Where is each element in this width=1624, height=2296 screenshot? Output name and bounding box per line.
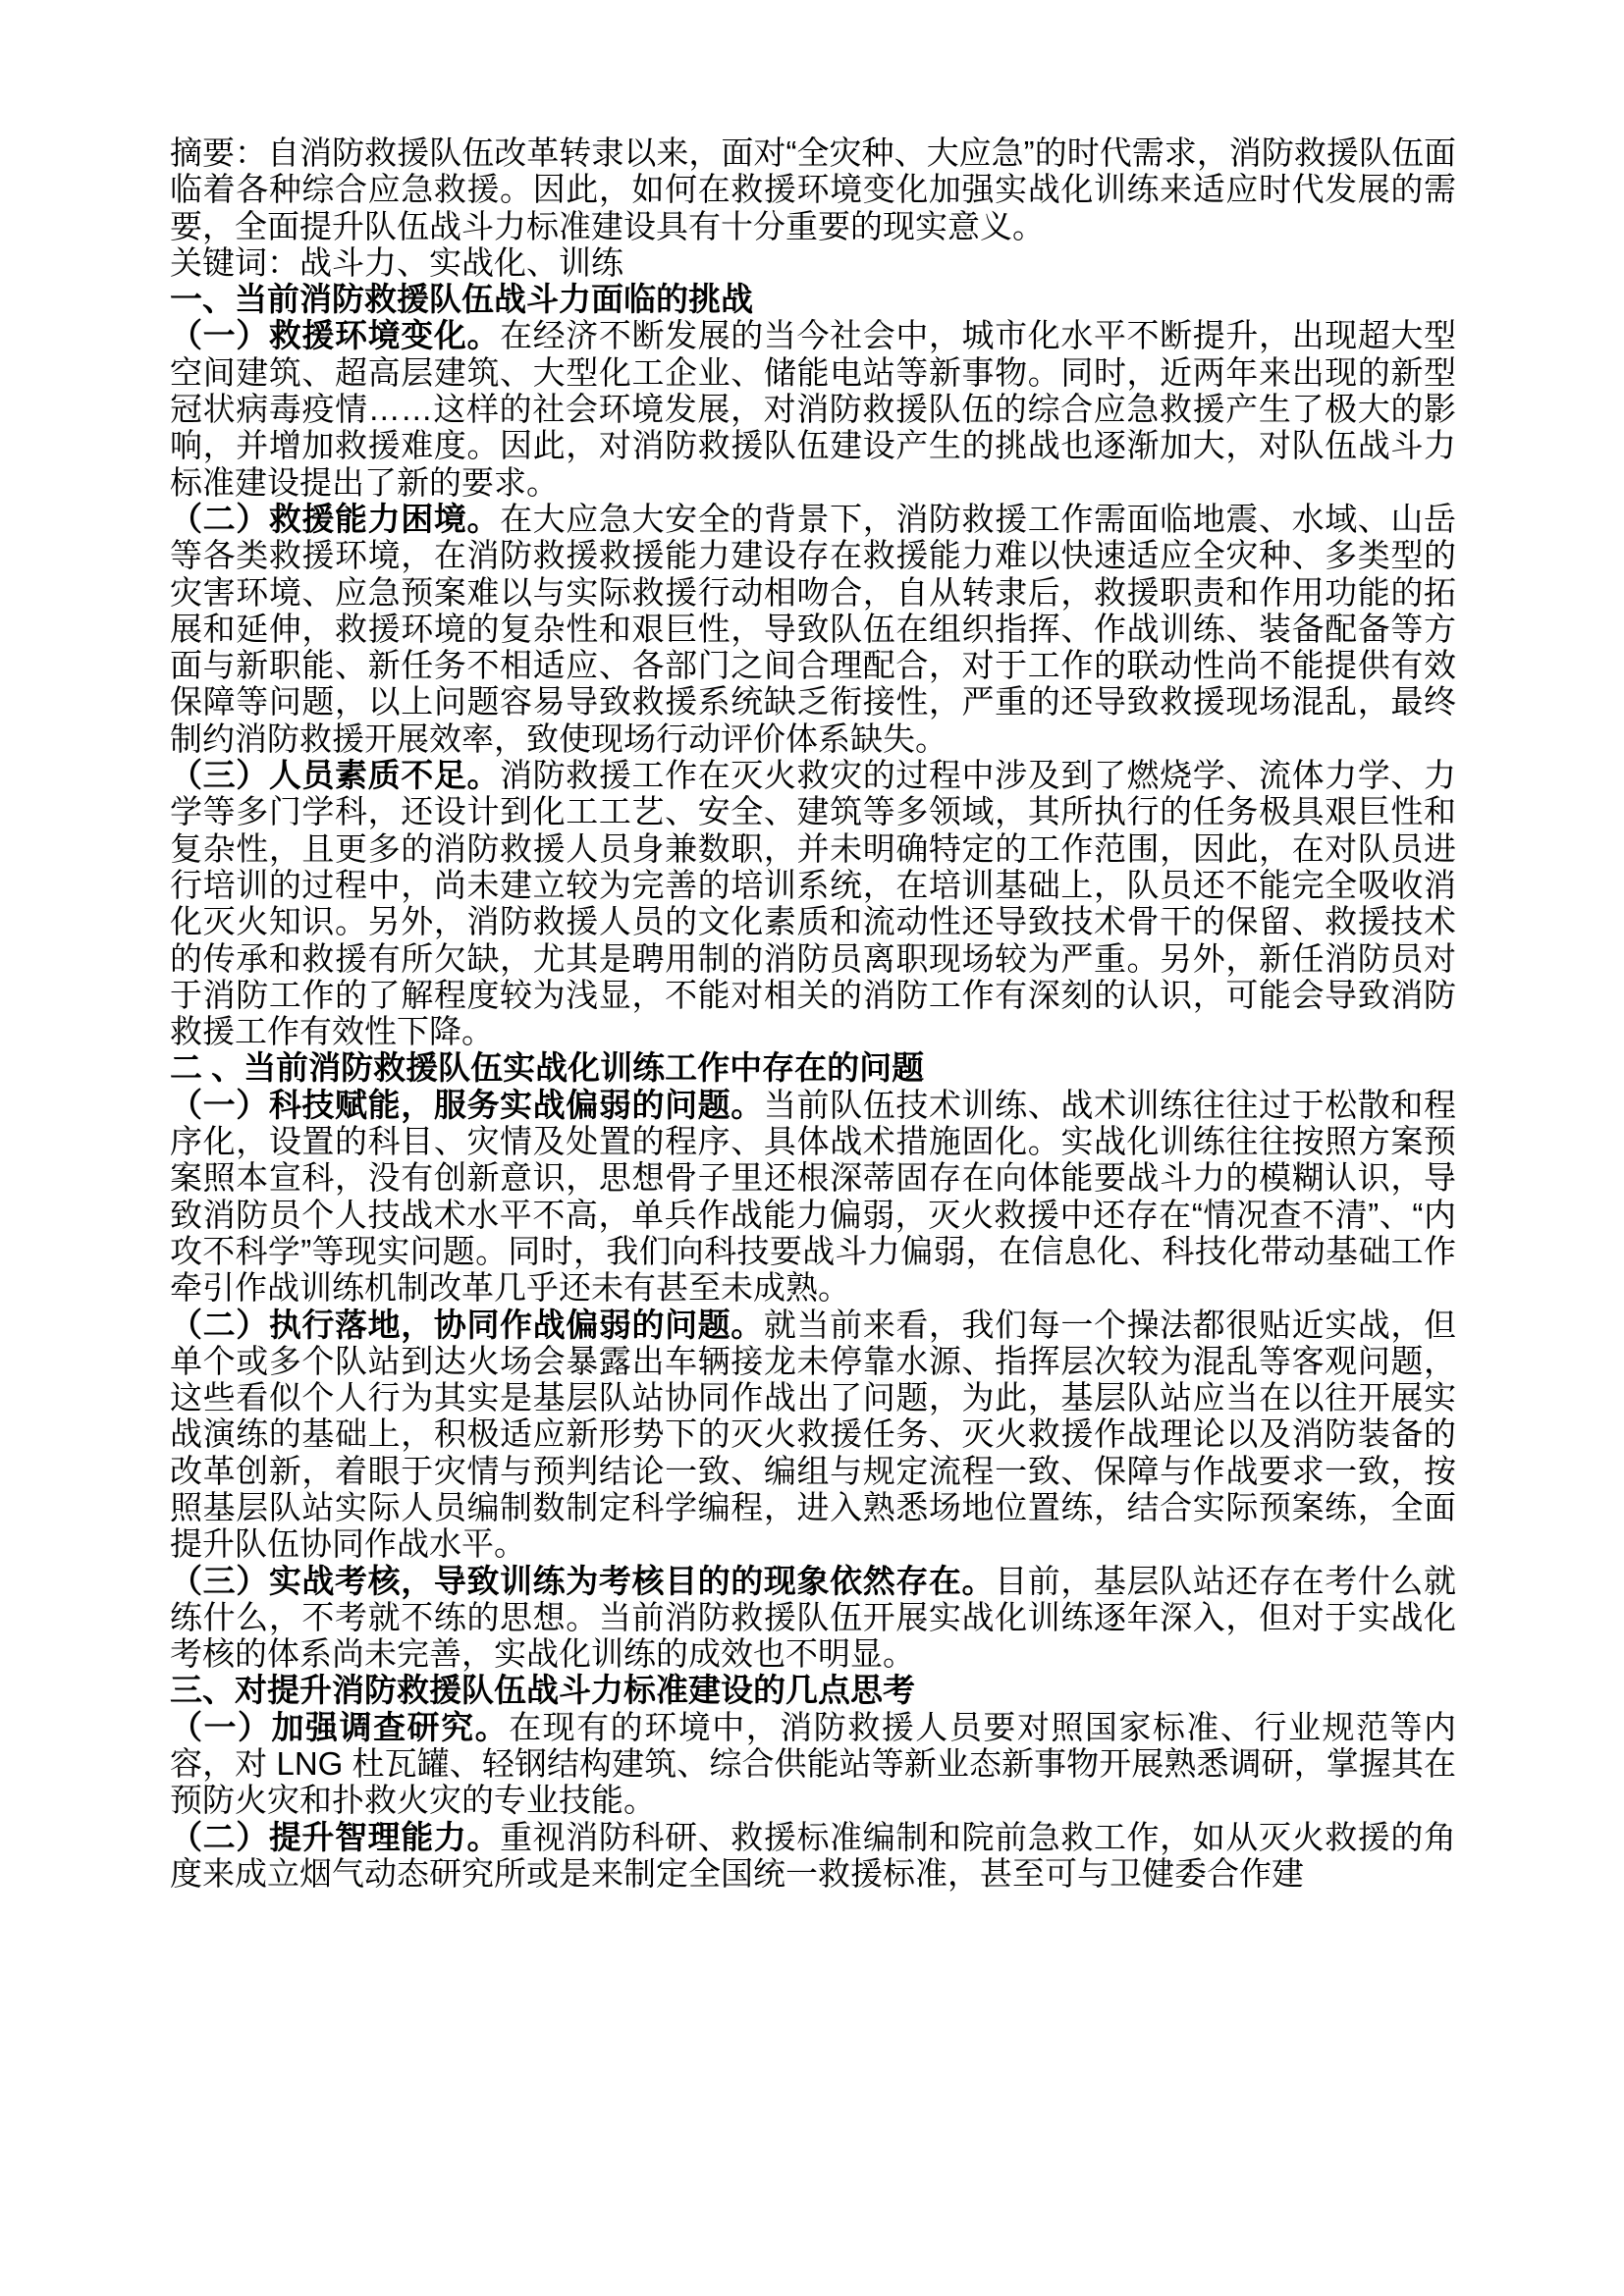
paragraph-lead: （一）救援环境变化。 [170, 317, 501, 354]
paragraph-lead: 二 、当前消防救援队伍实战化训练工作中存在的问题 [170, 1049, 925, 1087]
document-body [170, 134, 1456, 1892]
paragraph [170, 1563, 1456, 1673]
paragraph [170, 1087, 1456, 1307]
paragraph-lead: 三、对提升消防救援队伍战斗力标准建设的几点思考 [170, 1672, 915, 1709]
paragraph-text: 在大应急大安全的背景下，消防救援工作需面临地震、水域、山岳等各类救援环境，在消防救援救援能力建设存在救援能力难以快速适应全灾种、多类型的灾害环境、应急预案难以与实际救援行动相吻合，自从转隶后，救援职责和作用功能的拓展和延伸，救援环境的复杂性和艰巨性，导致队伍在组织指挥、作战训练、装备配备等方面与新职能、新任务不相适应、各部门之间合理配合，对于工作的联动性尚不能提供有效保障等问题，以上问题容易导致救援系统缺乏衔接性，严重的还导致救援现场混乱，最终制约消防救援开展效率，致使现场行动评价体系缺失。 [170, 500, 1457, 757]
paragraph-text: 关键词：战斗力、实战化、训练 [170, 243, 623, 281]
paragraph-text: 消防救援工作在灭火救灾的过程中涉及到了燃烧学、流体力学、力学等多门学科，还设计到化工工艺、安全、建筑等多领域，其所执行的任务极具艰巨性和复杂性，且更多的消防救援人员身兼数职，并未明确特定的工作范围，因此，在对队员进行培训的过程中，尚未建立较为完善的培训系统，在培训基础上，队员还不能完全吸收消化灭火知识。另外，消防救援人员的文化素质和流动性还导致技术骨干的保留、救援技术的传承和救援有所欠缺，尤其是聘用制的消防员离职现场较为严重。另外，新任消防员对于消防工作的了解程度较为浅显，不能对相关的消防工作有深刻的认识，可能会导致消防救援工作有效性下降。 [170, 757, 1457, 1050]
paragraph [170, 501, 1456, 757]
section-heading [170, 281, 1456, 317]
paragraph-lead: （三）人员素质不足。 [170, 757, 501, 794]
paragraph [170, 244, 1456, 281]
paragraph-lead: （一）加强调查研究。 [170, 1708, 510, 1745]
paragraph-text: 在经济不断发展的当今社会中，城市化水平不断提升，出现超大型空间建筑、超高层建筑、大型化工企业、储能电站等新事物。同时，近两年来出现的新型冠状病毒疫情……这样的社会环境发展，对消防救援队伍的综合应急救援产生了极大的影响，并增加救援难度。因此，对消防救援队伍建设产生的挑战也逐渐加大，对队伍战斗力标准建设提出了新的要求。 [170, 317, 1457, 501]
paragraph-text: 在现有的环境中，消防救援人员要对照国家标准、行业规范等内容，对 LNG 杜瓦罐、轻钢结构建筑、综合供能站等新业态新事物开展熟悉调研，掌握其在预防火灾和扑救火灾的专业技能。 [170, 1708, 1457, 1819]
paragraph [170, 757, 1456, 1049]
paragraph-lead: （二）执行落地，协同作战偏弱的问题。 [170, 1306, 764, 1343]
paragraph [170, 1307, 1456, 1563]
paragraph [170, 134, 1456, 244]
paragraph-lead: （二）提升智理能力。 [170, 1818, 501, 1855]
section-heading [170, 1672, 1456, 1708]
section-heading [170, 1049, 1456, 1086]
paragraph-text: 当前队伍技术训练、战术训练往往过于松散和程序化，设置的科目、灾情及处置的程序、具体战术措施固化。实战化训练往往按照方案预案照本宣科，没有创新意识，思想骨子里还根深蒂固存在向体能要战斗力的模糊认识，导致消防员个人技战术水平不高，单兵作战能力偏弱，灭火救援中还存在“情况查不清”、“内攻不科学”等现实问题。同时，我们向科技要战斗力偏弱，在信息化、科技化带动基础工作牵引作战训练机制改革几乎还未有甚至未成熟。 [170, 1086, 1457, 1307]
paragraph-lead: 一、当前消防救援队伍战斗力面临的挑战 [170, 281, 753, 318]
paragraph [170, 1819, 1456, 1893]
paragraph-lead: （三）实战考核，导致训练为考核目的的现象依然存在。 [170, 1562, 996, 1599]
paragraph-lead: （一）科技赋能，服务实战偏弱的问题。 [170, 1086, 764, 1123]
paragraph [170, 1709, 1456, 1819]
paragraph-text: 目前，基层队站还存在考什么就练什么，不考就不练的思想。当前消防救援队伍开展实战化训练逐年深入，但对于实战化考核的体系尚未完善，实战化训练的成效也不明显。 [170, 1562, 1457, 1673]
paragraph-lead: （二）救援能力困境。 [170, 500, 501, 537]
paragraph-text: 摘要：自消防救援队伍改革转隶以来，面对“全灾种、大应急”的时代需求，消防救援队伍面临着各种综合应急救援。因此，如何在救援环境变化加强实战化训练来适应时代发展的需要，全面提升队伍战斗力标准建设具有十分重要的现实意义。 [170, 134, 1456, 244]
paragraph-text: 就当前来看，我们每一个操法都很贴近实战，但单个或多个队站到达火场会暴露出车辆接龙未停靠水源、指挥层次较为混乱等客观问题，这些看似个人行为其实是基层队站协同作战出了问题，为此，基层队站应当在以往开展实战演练的基础上，积极适应新形势下的灭火救援任务、灭火救援作战理论以及消防装备的改革创新，着眼于灾情与预判结论一致、编组与规定流程一致、保障与作战要求一致，按照基层队站实际人员编制数制定科学编程，进入熟悉场地位置练，结合实际预案练，全面提升队伍协同作战水平。 [170, 1306, 1457, 1563]
paragraph [170, 317, 1456, 500]
paragraph-text: 重视消防科研、救援标准编制和院前急救工作，如从灭火救援的角度来成立烟气动态研究所或是来制定全国统一救援标准，甚至可与卫健委合作建 [170, 1818, 1457, 1892]
